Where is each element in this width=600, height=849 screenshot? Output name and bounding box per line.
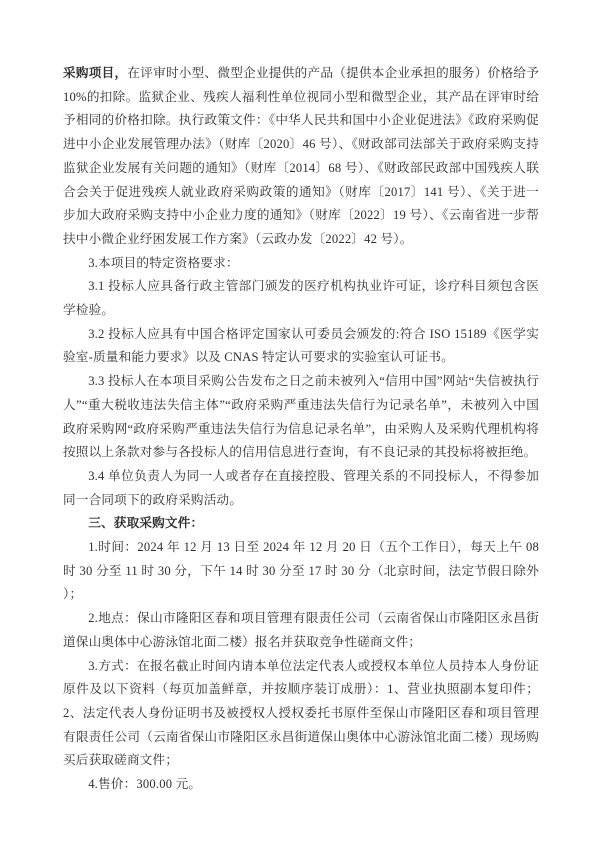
paragraph-specific-qualification-heading: 3.本项目的特定资格要求： [88, 255, 239, 270]
paragraph-obtain-method: 3.方式：在报名截止时间内请本单位法定代表人或授权本单位人员持本人身份证原件及以下资料（每页加盖鲜章，并按顺序装订成册）：1、营业执照副本复印件；2、法定代表人身份证明书及被授权人授权委托书原件至保山市隆阳区春和项目管理有限责任公司（云南省保山市隆阳区永昌街道保山奥体中心游泳馆北面二楼）现场购买后获取磋商文件； [63, 658, 539, 768]
paragraph-policy-files-text: 在评审时小型、微型企业提供的产品（提供本企业承担的服务）价格给予10%的扣除。监狱企业、残疾人福利性单位视同小型和微型企业，其产品在评审时给予相同的价格扣除。执行政策文件：《中华人民共和国中小企业促进法》《政府采购促进中小企业发展管理办法》（财库〔2020〕46 号）、《财政部司法部关于政府采购支持监狱企业发展有关问题的通知》（财库〔2014〕68 号）、《财政部民政部中国残疾人联合会关于促进残疾人就业政府采购政策的通知》（财库〔2017〕141 号）、《关于进一步加大政府采购支持中小企业力度的通知》（财库〔2022〕19 号）、《云南省进一步帮扶中小微企业纾困发展工作方案》（云政办发〔2022〕42 号）。 [63, 66, 540, 246]
paragraph-obtain-location: 2.地点：保山市隆阳区春和项目管理有限责任公司（云南省保山市隆阳区永昌街道保山奥体中心游泳馆北面二楼）报名并获取竞争性磋商文件； [63, 611, 539, 649]
section-heading-obtain-documents: 三、获取采购文件： [88, 516, 204, 531]
document-content [63, 62, 539, 797]
paragraph-qualification-3-2: 3.2 投标人应具有中国合格评定国家认可委员会颁发的:符合 ISO 15189《医学实验室-质量和能力要求》以及 CNAS 特定认可要求的实验室认可证书。 [63, 326, 539, 365]
paragraph-lead-bold: 采购项目， [63, 66, 128, 80]
paragraph-qualification-3-4: 3.4 单位负责人为同一人或者存在直接控股、管理关系的不同投标人，不得参加同一合同项下的政府采购活动。 [63, 468, 539, 507]
paragraph-obtain-time: 1.时间：2024 年 12 月 13 日至 2024 年 12 月 20 日（五个工作日），每天上午 08 时 30 分至 11 时 30 分，下午 14 时 30 分至 17 时 30 分（北京时间，法定节假日除外 ）； [63, 540, 539, 602]
paragraph-obtain-price: 4.售价：300.00 元。 [88, 777, 202, 792]
paragraph-policy-files [63, 62, 539, 252]
paragraph-qualification-3-3: 3.3 投标人在本项目采购公告发布之日之前未被列入“信用中国”网站“失信被执行人”“重大税收违法失信主体”“政府采购严重违法失信行为记录名单”，未被列入中国政府采购网“政府采购严重违法失信行为信息记录名单”，由采购人及采购代理机构将按照以上条款对参与各投标人的信用信息进行查询，有不良记录的其投标将被拒绝。 [63, 374, 539, 460]
paragraph-qualification-3-1: 3.1 投标人应具备行政主管部门颁发的医疗机构执业许可证，诊疗科目须包含医学检验。 [63, 279, 539, 318]
